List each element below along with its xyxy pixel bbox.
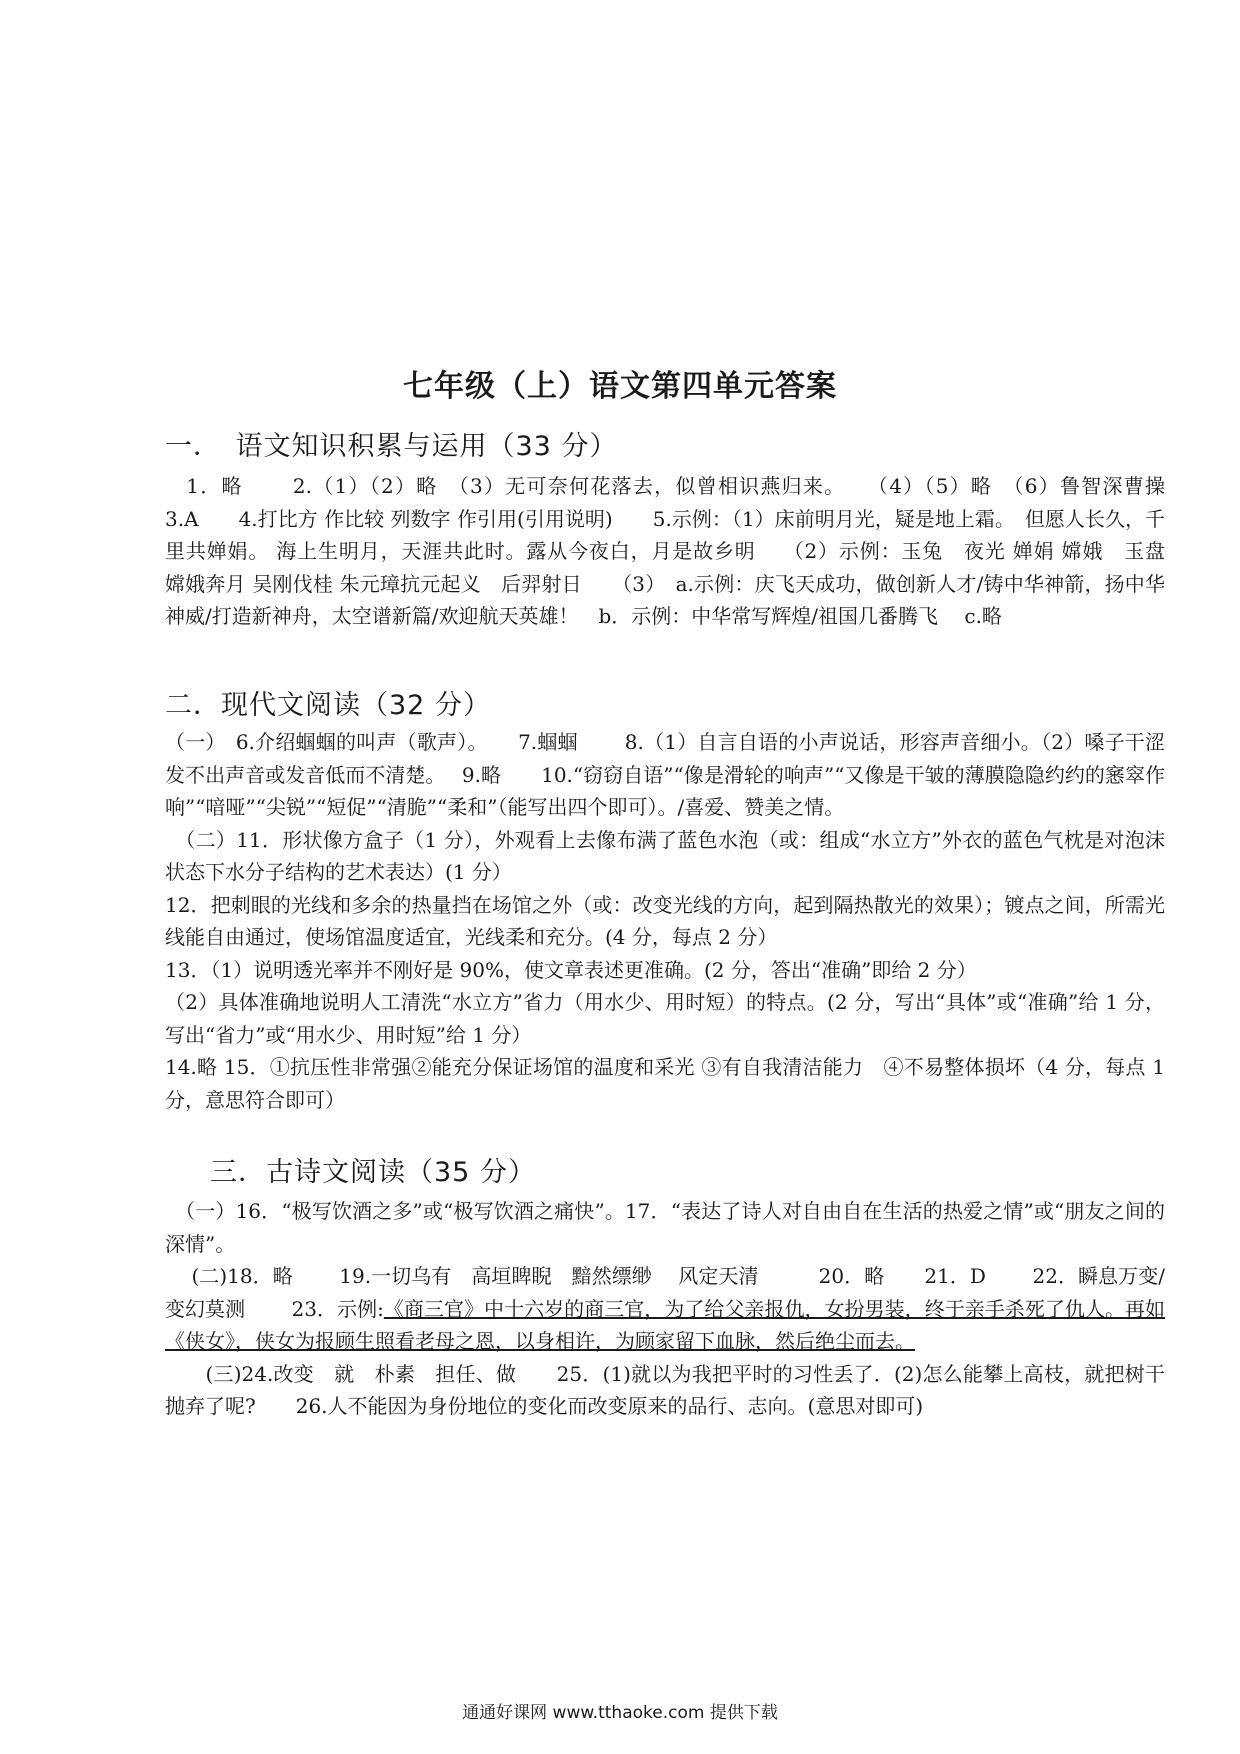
page-title: 七年级（上）语文第四单元答案	[403, 369, 837, 404]
section-3-part-2	[165, 1260, 1165, 1358]
section-3-q23-example: 《商三官》中十六岁的商三官，为了给父亲报仇，女扮男装，终于亲手杀死了仇人。再如《侠女》，侠女为报顾生照看老母之恩，以身相许，为顾家留下血脉，然后绝尘而去。	[165, 1296, 1166, 1353]
section-3-heading: 三．古诗文阅读（35 分）	[210, 1157, 536, 1188]
section-2-part-1: （一） 6.介绍蝈蝈的叫声（歌声）。 7.蝈蝈 8.（1）自言自语的小声说话，形容声音细小。（2）嗓子干涩发不出声音或发音低而不清楚。 9.略 10.“窃窃自语”“像是滑轮的响声”“又像是干皱的薄膜隐隐约约的窸窣作响”“喑哑”“尖锐”“短促”“清脆”“柔和”（能写出四个即可）。/喜爱、赞美之情。	[165, 730, 1165, 819]
section-2-heading: 二．现代文阅读（32 分）	[165, 690, 491, 721]
section-2-q13-2: （2）具体准确地说明人工清洗“水立方”省力（用水少、用时短）的特点。(2 分，写出“具体”或“准确”给 1 分，写出“省力”或“用水少、用时短”给 1 分）	[165, 990, 1165, 1047]
section-3-part-1: （一）16．“极写饮酒之多”或“极写饮酒之痛快”。17．“表达了诗人对自由自在生活的热爱之情”或“朋友之间的深情”。	[165, 1199, 1165, 1256]
section-3-part-3: (三)24.改变 就 朴素 担任、做 25．(1)就以为我把平时的习性丢了．(2)怎么能攀上高枝，就把树干抛弃了呢? 26.人不能因为身份地位的变化而改变原来的品行、志向。(意思对即可)	[165, 1361, 1165, 1418]
section-2-q14-15: 14.略 15．①抗压性非常强②能充分保证场馆的温度和采光 ③有自我清洁能力 ④不易整体损坏（4 分，每点 1 分，意思符合即可）	[165, 1055, 1165, 1112]
section-2-body	[165, 726, 1165, 1116]
section-2-q12: 12．把刺眼的光线和多余的热量挡在场馆之外（或：改变光线的方向，起到隔热散光的效果）；镀点之间，所需光线能自由通过，使场馆温度适宜，光线柔和充分。(4 分，每点 2 分）	[165, 892, 1165, 949]
section-1-body	[165, 470, 1212, 633]
section-3-body	[165, 1195, 1165, 1423]
section-3-part-2-text: (二)18．略 19.一切乌有 高垣睥睨 黯然缥缈 风定天清 20．略 21．D 22．瞬息万变/变幻莫测 23．示例:	[165, 1264, 1165, 1321]
footer-source: 通通好课网 www.tthaoke.com 提供下载	[462, 1703, 778, 1723]
section-1-heading: 一． 语文知识积累与运用（33 分）	[165, 431, 618, 462]
section-2-q11: （二）11．形状像方盒子（1 分），外观看上去像布满了蓝色水泡（或：组成“水立方”外衣的蓝色气枕是对泡沫状态下水分子结构的艺术表达）(1 分）	[165, 827, 1165, 884]
section-2-q13-1: 13．（1）说明透光率并不刚好是 90%，使文章表述更准确。(2 分，答出“准确”即给 2 分）	[165, 957, 977, 982]
section-1-answers: 1．略 2.（1）（2）略 （3）无可奈何花落去，似曾相识燕归来。 （4）（5）略 （6）鲁智深曹操 3.A 4.打比方 作比较 列数字 作引用(引用说明) 5.示例：（1）床前明月光，疑是地上霜。 但愿人长久，千里共婵娟。 海上生明月，天涯共此时。露从今夜白，月是故乡明 （2）示例：玉兔 夜光 婵娟 嫦娥 玉盘 嫦娥奔月 吴刚伐桂 朱元璋抗元起义 后羿射日 （3） a.示例：庆飞天成功，做创新人才/铸中华神箭，扬中华神威/打造新神舟，太空谱新篇/欢迎航天英雄！ b．示例：中华常写辉煌/祖国几番腾飞 c.略	[165, 474, 1212, 628]
